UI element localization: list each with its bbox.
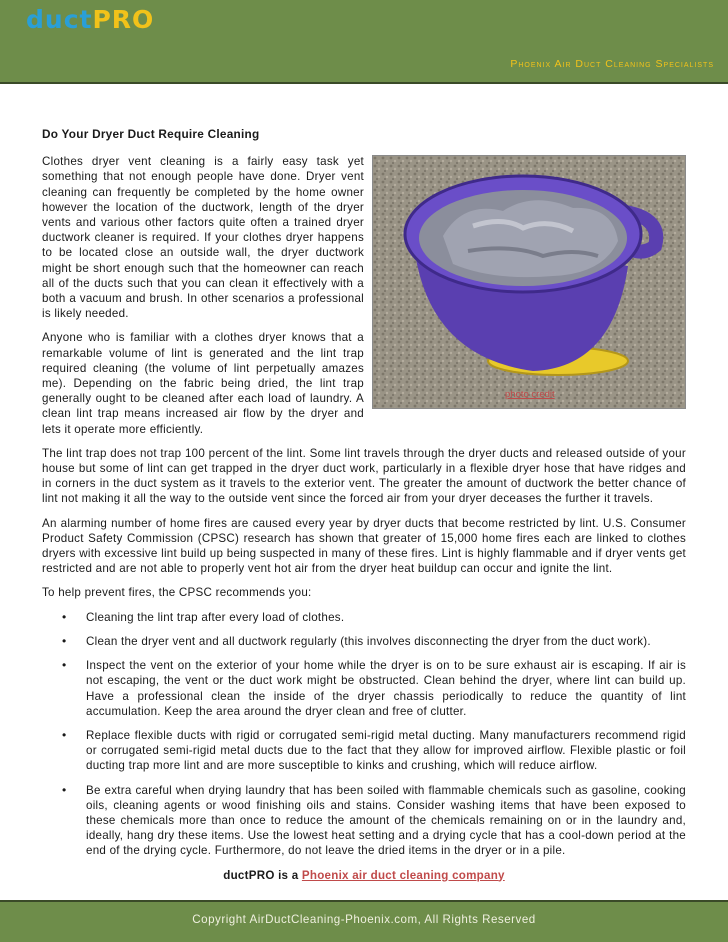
list-item-text: Cleaning the lint trap after every load of clothes. — [86, 610, 345, 624]
page-header — [0, 0, 728, 84]
list-item-text: Be extra careful when drying laundry that has been soiled with flammable chemicals such as gasoline, cooking oils, cleaning agents or wood finishing oils and stains. Consider washing items that have been exposed to these chemicals more than once to reduce the amount of the chemicals remaining on or in the laundry and, ideally, hang dry these items. Use the lowest heat setting and a drying cycle that has a cool-down period at the end of the drying cycle. Furthermore, do not leave the dried items in the dryer or in a pile. — [86, 783, 686, 858]
bullet-dot-icon: • — [62, 782, 67, 797]
bullet-dot-icon: • — [62, 633, 67, 648]
cpsc-recommendations-list — [42, 610, 686, 859]
closing-prefix: ductPRO is a — [223, 868, 302, 882]
paragraph-lint-travel: The lint trap does not trap 100 percent of the lint. Some lint travels through the dryer ducts and released outside of your house but some of lint can get trapped in the dryer duct work, particularly in a flexible dryer hose that have ridges and in corners in the duct system as it travels to the exterior vent. The greater the amount of ductwork the better chance of lint not making it all the way to the outside vent since the forced air from your dryer deceases the further it travels. — [42, 446, 686, 506]
photo-credit-link[interactable]: photo credit — [505, 389, 555, 400]
copyright-text: Copyright AirDuctCleaning-Phoenix.com, All Rights Reserved — [192, 913, 536, 926]
ductpro-logo[interactable] — [26, 5, 154, 35]
logo-pro-text: PRO — [92, 5, 155, 34]
article-content — [42, 120, 686, 883]
bullet-dot-icon: • — [62, 727, 67, 742]
list-item-text: Replace flexible ducts with rigid or corrugated semi-rigid metal ducting. Many manufacturers recommend rigid or corrugated semi-rigid metal ducts due to the fact that they allow for improved airflow. Flexible plastic or foil ducting trap more lint and are more susceptible to kinks and crushing, which will reduce airflow. — [86, 728, 686, 773]
paragraph-cpsc-intro: To help prevent fires, the CPSC recommends you: — [42, 586, 312, 600]
bullet-dot-icon: • — [62, 609, 67, 624]
bullet-dot-icon: • — [62, 658, 67, 673]
page-footer — [0, 900, 728, 942]
paragraph-home-fires: An alarming number of home fires are caused every year by dryer ducts that become restricted by lint. U.S. Consumer Product Safety Commission (CPSC) research has shown that greater of 15,000 home fires each are linked to clothes dryers with excessive lint build up being suspected in many of these fires. Lint is highly flammable and if dryer vents get restricted and are not able to properly vent hot air from the dryer heat buildup can occur and ignite the lint. — [42, 516, 686, 576]
list-item — [42, 658, 686, 719]
header-tagline: Phoenix Air Duct Cleaning Specialists — [510, 58, 714, 70]
closing-line — [42, 868, 686, 883]
list-item — [42, 634, 686, 649]
paragraph-lint-trap: Anyone who is familiar with a clothes dryer knows that a remarkable volume of lint is generated and the lint trap required cleaning (the volume of lint perpetually amazes me). Depending on the fabric being dried, the lint trap generally ought to be cleaned after each load of laundry. A clean lint trap means increased air flow by the dryer and lets it operate more efficiently. — [42, 331, 364, 436]
list-item — [42, 783, 686, 859]
list-item — [42, 610, 686, 625]
paragraph-intro: Clothes dryer vent cleaning is a fairly easy task yet something that not enough people have done. Dryer vent cleaning can frequently be completed by the home owner however the location of the ductwork, length of the dryer vents and various other factors quite often a trained dryer ductwork cleaner is required. If your clothes dryer happens to be located close an outside wall, the dryer ductwork might be short enough such that the homeowner can reach all of the ducts such that you can clean it effectively with a both a vacuum and brush. In other scenarios a professional is likely needed. — [42, 155, 364, 321]
list-item-text: Inspect the vent on the exterior of your home while the dryer is on to be sure exhaust air is escaping. If air is not escaping, the vent or the duct work might be obstructed. Clean behind the dryer, where lint can build up. Have a professional clean the inside of the dryer chassis periodically to reduce the quantity of lint accumulation. Keep the area around the dryer clean and free of clutter. — [86, 659, 686, 718]
logo-duct-text: duct — [26, 5, 93, 34]
article-title: Do Your Dryer Duct Require Cleaning — [42, 127, 260, 141]
list-item — [42, 728, 686, 774]
list-item-text: Clean the dryer vent and all ductwork regularly (this involves disconnecting the dryer from the duct work). — [86, 634, 651, 648]
company-link[interactable]: Phoenix air duct cleaning company — [301, 868, 505, 882]
